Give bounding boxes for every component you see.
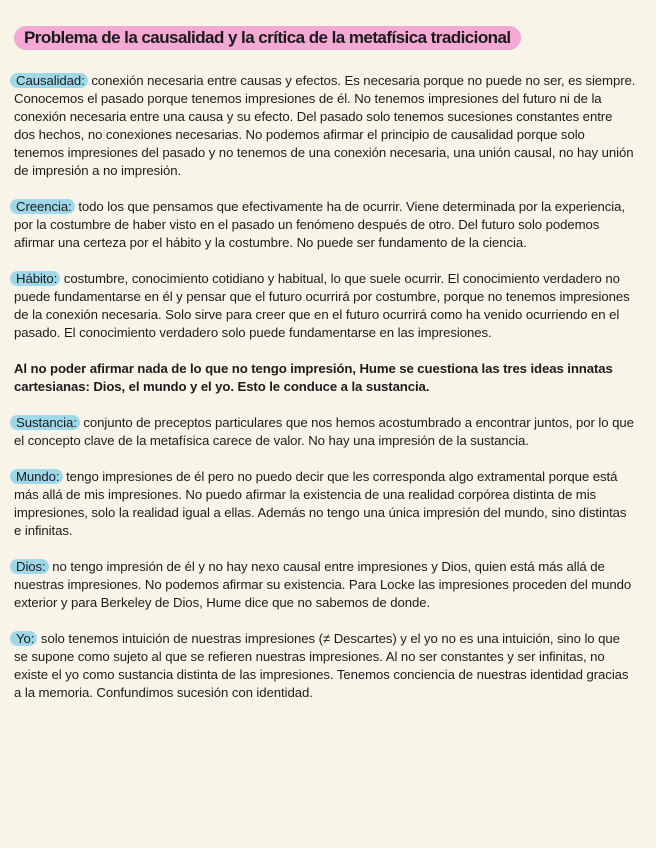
section-yo [14, 630, 636, 702]
section-text: solo tenemos intuición de nuestras impresiones (≠ Descartes) y el yo no es una intuición, sino lo que se supone como sujeto al que se refieren nuestras impresiones. Al no ser constantes y ser infinitas, no existe el yo como sustancia distinta de las impresiones. Tenemos conciencia de nuestras identidad gracias a la memoria. Confundimos sucesión con identidad. [14, 631, 629, 700]
section-text: conjunto de preceptos particulares que nos hemos acostumbrado a encontrar juntos, por lo que el concepto clave de la metafísica carece de valor. No hay una impresión de la sustancia. [14, 415, 634, 448]
term-highlight: Yo: [10, 631, 37, 646]
term-highlight: Causalidad: [10, 73, 88, 88]
term-highlight: Sustancia: [10, 415, 80, 430]
section-text: no tengo impresión de él y no hay nexo causal entre impresiones y Dios, quien está más allá de nuestras impresiones. No podemos afirmar su existencia. Para Locke las impresiones proceden del mundo exterior y para Berkeley de Dios, Hume dice que no sabemos de donde. [14, 559, 632, 610]
section-dios [14, 558, 636, 612]
bold-note: Al no poder afirmar nada de lo que no tengo impresión, Hume se cuestiona las tres ideas innatas cartesianas: Dios, el mundo y el yo. Esto le conduce a la sustancia. [14, 361, 613, 394]
term-highlight: Hábito: [10, 271, 60, 286]
term-highlight: Dios: [10, 559, 49, 574]
section-creencia [14, 198, 636, 252]
section-sustancia [14, 414, 636, 450]
section-causalidad [14, 72, 636, 180]
page-title: Problema de la causalidad y la crítica de la metafísica tradicional [14, 26, 521, 50]
section-habito [14, 270, 636, 342]
section-text: todo los que pensamos que efectivamente ha de ocurrir. Viene determinada por la experiencia, por la costumbre de haber visto en el pasado un fenómeno después de otro. Del futuro solo podemos afirmar una certeza por el hábito y la costumbre. No puede ser fundamento de la ciencia. [14, 199, 625, 250]
term-highlight: Mundo: [10, 469, 63, 484]
section-text: tengo impresiones de él pero no puedo decir que les corresponda algo extramental porque está más allá de mis impresiones. No puedo afirmar la existencia de una realidad corpórea distinta de mis impresiones, solo la realidad igual a ellas. Además no tengo una única impresión del mundo, sino distintas e infinitas. [14, 469, 627, 538]
term-highlight: Creencia: [10, 199, 75, 214]
section-mundo [14, 468, 636, 540]
notes-page [14, 26, 636, 720]
section-text: costumbre, conocimiento cotidiano y habitual, lo que suele ocurrir. El conocimiento verdadero no puede fundamentarse en él y pensar que el futuro ocurrirá por costumbre, porque no tenemos impresiones de la conexión necesaria. Solo sirve para creer que en el futuro ocurrirá como ha venido ocurriendo en el pasado. El conocimiento verdadero solo puede fundamentarse en las impresiones. [14, 271, 630, 340]
section-text: conexión necesaria entre causas y efectos. Es necesaria porque no puede no ser, es siempre. Conocemos el pasado porque tenemos impresiones de él. No tenemos impresiones del futuro ni de la conexión necesaria entre una causa y su efecto. Del pasado solo tenemos sucesiones constantes entre dos hechos, no conexiones necesarias. No podemos afirmar el principio de causalidad porque solo tenemos impresiones del pasado y no tenemos de una conexión necesaria, una unión causal, no hay unión de impresión a no impresión. [14, 73, 636, 178]
